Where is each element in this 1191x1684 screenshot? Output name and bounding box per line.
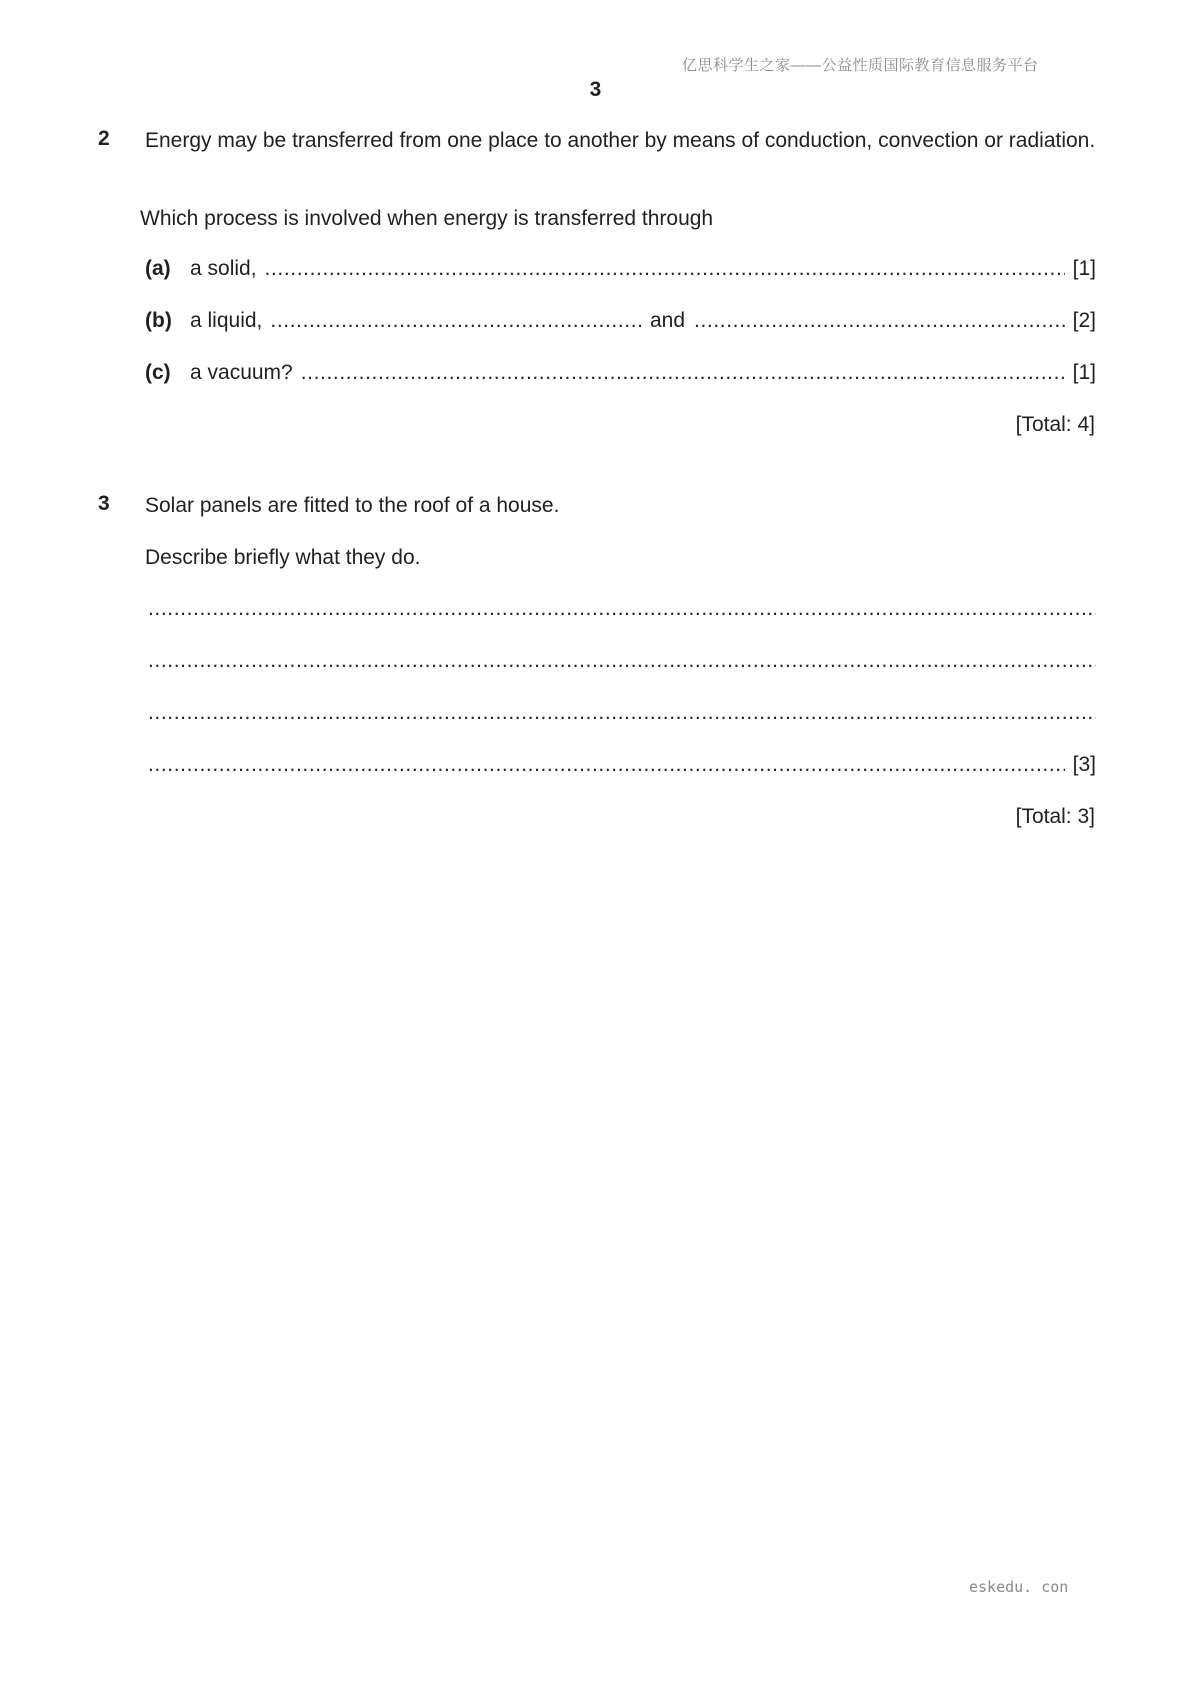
- part-b-answer-line-1[interactable]: [270, 309, 641, 333]
- question-2-part-a: [145, 257, 1096, 281]
- question-3-answer-row-3: [148, 701, 1096, 725]
- question-3-prompt: Describe briefly what they do.: [145, 546, 421, 569]
- question-3-answer-line-3[interactable]: [148, 701, 1096, 725]
- part-b-answer-line-2[interactable]: [694, 309, 1065, 333]
- question-3-answer-row-4: [148, 753, 1096, 777]
- question-3-answer-row-1: [148, 597, 1096, 621]
- footer-watermark: eskedu. con: [969, 1578, 1069, 1596]
- question-3-total: [Total: 3]: [1015, 805, 1095, 828]
- question-2-part-c: [145, 361, 1096, 385]
- part-c-marks: [1]: [1072, 361, 1096, 384]
- part-a-marks: [1]: [1072, 257, 1096, 280]
- question-3-answer-row-2: [148, 649, 1096, 673]
- question-2-number: 2: [98, 127, 110, 150]
- question-2-stem: Energy may be transferred from one place to another by means of conduction, convection or radiation.: [145, 129, 1096, 152]
- question-2-part-b: [145, 309, 1096, 333]
- part-b-label: (b): [145, 309, 172, 332]
- part-b-marks: [2]: [1072, 309, 1096, 332]
- page-number: 3: [589, 78, 602, 101]
- part-c-label: (c): [145, 361, 171, 384]
- question-3-answer-line-4[interactable]: [148, 753, 1065, 777]
- part-c-answer-line[interactable]: [301, 361, 1065, 385]
- part-a-answer-line[interactable]: [265, 257, 1065, 281]
- question-3-answer-line-1[interactable]: [148, 597, 1096, 621]
- part-b-connector: and: [649, 309, 686, 332]
- part-b-text: a liquid,: [190, 309, 263, 332]
- part-c-text: a vacuum?: [190, 361, 293, 384]
- question-3-answer-line-2[interactable]: [148, 649, 1096, 673]
- question-3-stem: Solar panels are fitted to the roof of a house.: [145, 494, 560, 517]
- part-a-label: (a): [145, 257, 171, 280]
- question-3-number: 3: [98, 492, 110, 515]
- question-3-marks: [3]: [1072, 753, 1096, 776]
- question-2-prompt: Which process is involved when energy is transferred through: [140, 207, 714, 230]
- header-watermark: 亿思科学生之家——公益性质国际教育信息服务平台: [682, 57, 1039, 74]
- part-a-text: a solid,: [190, 257, 257, 280]
- question-2-total: [Total: 4]: [1015, 413, 1095, 436]
